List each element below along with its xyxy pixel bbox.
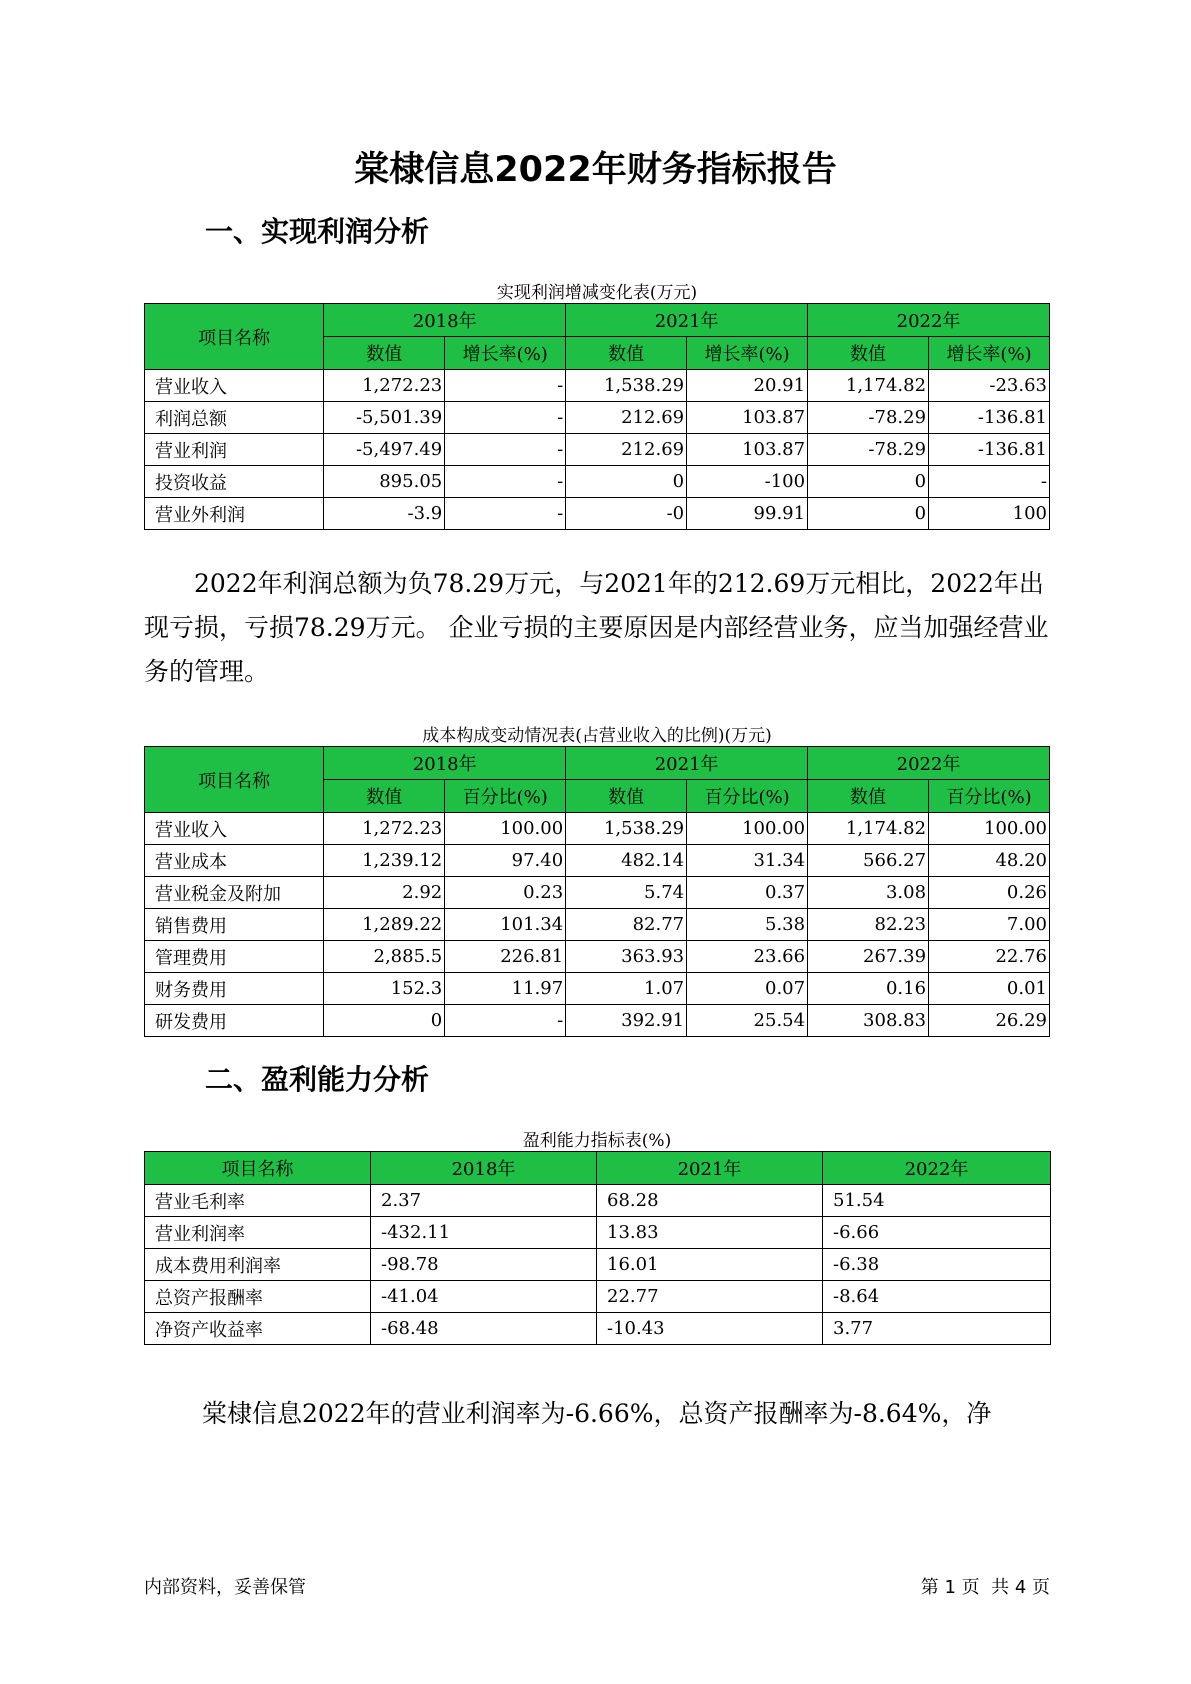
row-label: 营业税金及附加	[145, 877, 324, 909]
table-row	[145, 370, 1050, 402]
table-cell: -23.63	[929, 370, 1050, 402]
table-cell: 0	[566, 466, 687, 498]
table-cell: 212.69	[566, 434, 687, 466]
value-header: 数值	[808, 780, 929, 813]
table-cell: 226.81	[445, 941, 566, 973]
rate-header: 增长率(%)	[929, 337, 1050, 370]
table-cell: 363.93	[566, 941, 687, 973]
table-cell: -8.64	[823, 1281, 1051, 1313]
table-cell: -10.43	[597, 1313, 823, 1345]
year-header: 2018年	[371, 1152, 597, 1185]
table1-caption: 实现利润增减变化表(万元)	[496, 283, 698, 303]
year-header: 2021年	[566, 747, 808, 780]
table-cell: 97.40	[445, 845, 566, 877]
table-cell: 48.20	[929, 845, 1050, 877]
table-cell: 5.74	[566, 877, 687, 909]
row-label: 营业收入	[145, 813, 324, 845]
table-cell: 51.54	[823, 1185, 1051, 1217]
table-row	[145, 434, 1050, 466]
table-cell: 100.00	[929, 813, 1050, 845]
table-cell: 1,289.22	[324, 909, 445, 941]
name-header: 项目名称	[145, 304, 324, 370]
table-cell: 101.34	[445, 909, 566, 941]
table-cell: -	[445, 402, 566, 434]
table-cell: 0.01	[929, 973, 1050, 1005]
table-cell: 13.83	[597, 1217, 823, 1249]
table-cell: 0.07	[687, 973, 808, 1005]
table-cell: 16.01	[597, 1249, 823, 1281]
row-label: 研发费用	[145, 1005, 324, 1037]
table-row	[145, 466, 1050, 498]
table-cell: 2.92	[324, 877, 445, 909]
table-cell: 11.97	[445, 973, 566, 1005]
table-cell: -41.04	[371, 1281, 597, 1313]
table-cell: -	[445, 1005, 566, 1037]
table-cell: 566.27	[808, 845, 929, 877]
row-label: 营业收入	[145, 370, 324, 402]
table-cell: 0.23	[445, 877, 566, 909]
table-cell: -0	[566, 498, 687, 530]
year-header: 2022年	[823, 1152, 1051, 1185]
table-cell: 103.87	[687, 434, 808, 466]
table-cell: 1,272.23	[324, 813, 445, 845]
table-row	[145, 1005, 1050, 1037]
table-cell: -78.29	[808, 434, 929, 466]
table-cell: -136.81	[929, 402, 1050, 434]
table-cell: 0.26	[929, 877, 1050, 909]
table-cell: 2,885.5	[324, 941, 445, 973]
row-label: 营业成本	[145, 845, 324, 877]
table-cell: 267.39	[808, 941, 929, 973]
table-cell: 100	[929, 498, 1050, 530]
table-cell: 152.3	[324, 973, 445, 1005]
table-row	[145, 909, 1050, 941]
table-cell: 22.77	[597, 1281, 823, 1313]
table-cell: 1,272.23	[324, 370, 445, 402]
year-header: 2022年	[808, 747, 1050, 780]
row-label: 营业利润	[145, 434, 324, 466]
table-cell: -98.78	[371, 1249, 597, 1281]
table-cell: 103.87	[687, 402, 808, 434]
table-cell: -	[445, 466, 566, 498]
row-label: 投资收益	[145, 466, 324, 498]
table-cell: 482.14	[566, 845, 687, 877]
table-cell: 82.23	[808, 909, 929, 941]
table-cell: 25.54	[687, 1005, 808, 1037]
table-cell: -68.48	[371, 1313, 597, 1345]
table-row	[145, 1217, 1051, 1249]
percent-header: 百分比(%)	[445, 780, 566, 813]
table-cell: 22.76	[929, 941, 1050, 973]
profitability-table	[144, 1151, 1051, 1345]
table-cell: -136.81	[929, 434, 1050, 466]
year-header: 2021年	[566, 304, 808, 337]
year-header: 2018年	[324, 304, 566, 337]
table-cell: 895.05	[324, 466, 445, 498]
row-label: 销售费用	[145, 909, 324, 941]
value-header: 数值	[324, 337, 445, 370]
table-cell: 20.91	[687, 370, 808, 402]
table-row	[145, 813, 1050, 845]
table-cell: 100.00	[687, 813, 808, 845]
table-cell: 31.34	[687, 845, 808, 877]
rate-header: 增长率(%)	[687, 337, 808, 370]
percent-header: 百分比(%)	[687, 780, 808, 813]
table-cell: -432.11	[371, 1217, 597, 1249]
value-header: 数值	[566, 337, 687, 370]
page-title: 棠棣信息2022年财务指标报告	[354, 150, 837, 190]
table-row	[145, 973, 1050, 1005]
table-row	[145, 1249, 1051, 1281]
table-cell: 99.91	[687, 498, 808, 530]
row-label: 营业毛利率	[145, 1185, 371, 1217]
table-cell: 26.29	[929, 1005, 1050, 1037]
table-cell: 1,239.12	[324, 845, 445, 877]
value-header: 数值	[566, 780, 687, 813]
footer-page-number: 第 1 页 共 4 页	[920, 1577, 1050, 1598]
row-label: 营业外利润	[145, 498, 324, 530]
table-cell: 0.16	[808, 973, 929, 1005]
table3-caption: 盈利能力指标表(%)	[522, 1131, 672, 1151]
table-cell: 5.38	[687, 909, 808, 941]
table-cell: -	[445, 498, 566, 530]
table2-caption: 成本构成变动情况表(占营业收入的比例)(万元)	[422, 726, 772, 746]
section-heading-profitability: 二、盈利能力分析	[205, 1063, 430, 1096]
table-cell: 3.08	[808, 877, 929, 909]
row-label: 总资产报酬率	[145, 1281, 371, 1313]
profit-change-table	[144, 303, 1050, 530]
table-cell: 3.77	[823, 1313, 1051, 1345]
row-label: 利润总额	[145, 402, 324, 434]
table-cell: 1.07	[566, 973, 687, 1005]
table-cell: 0	[808, 498, 929, 530]
footer-confidential-note: 内部资料，妥善保管	[144, 1577, 306, 1598]
table-cell: 1,174.82	[808, 813, 929, 845]
table-row	[145, 1313, 1051, 1345]
table-row	[145, 402, 1050, 434]
row-label: 营业利润率	[145, 1217, 371, 1249]
table-cell: 392.91	[566, 1005, 687, 1037]
value-header: 数值	[808, 337, 929, 370]
table-cell: 1,538.29	[566, 370, 687, 402]
table-row	[145, 845, 1050, 877]
table-cell: -	[929, 466, 1050, 498]
table-cell: 82.77	[566, 909, 687, 941]
profitability-paragraph: 棠棣信息2022年的营业利润率为-6.66%，总资产报酬率为-8.64%，净	[202, 1399, 992, 1428]
table-cell: 212.69	[566, 402, 687, 434]
table-cell: -	[445, 370, 566, 402]
year-header: 2018年	[324, 747, 566, 780]
profit-analysis-paragraph: 2022年利润总额为负78.29万元，与2021年的212.69万元相比，2022年出现亏损，亏损78.29万元。 企业亏损的主要原因是内部经营业务，应当加强经营业务的管理。	[144, 569, 1049, 686]
table-cell: -6.38	[823, 1249, 1051, 1281]
row-label: 管理费用	[145, 941, 324, 973]
rate-header: 增长率(%)	[445, 337, 566, 370]
table-cell: -	[445, 434, 566, 466]
table-cell: -78.29	[808, 402, 929, 434]
value-header: 数值	[324, 780, 445, 813]
table-cell: -100	[687, 466, 808, 498]
table-row	[145, 498, 1050, 530]
table-cell: 2.37	[371, 1185, 597, 1217]
table-cell: 7.00	[929, 909, 1050, 941]
table-cell: -5,501.39	[324, 402, 445, 434]
table-row	[145, 1185, 1051, 1217]
table-row	[145, 877, 1050, 909]
table-cell: 0	[808, 466, 929, 498]
row-label: 净资产收益率	[145, 1313, 371, 1345]
table-cell: -6.66	[823, 1217, 1051, 1249]
name-header: 项目名称	[145, 1152, 371, 1185]
table-cell: 1,538.29	[566, 813, 687, 845]
year-header: 2021年	[597, 1152, 823, 1185]
table-cell: 1,174.82	[808, 370, 929, 402]
table-cell: 100.00	[445, 813, 566, 845]
table-cell: -5,497.49	[324, 434, 445, 466]
percent-header: 百分比(%)	[929, 780, 1050, 813]
section-heading-profit: 一、实现利润分析	[205, 215, 430, 248]
table-row	[145, 1281, 1051, 1313]
table-cell: 0	[324, 1005, 445, 1037]
name-header: 项目名称	[145, 747, 324, 813]
table-row	[145, 941, 1050, 973]
row-label: 财务费用	[145, 973, 324, 1005]
row-label: 成本费用利润率	[145, 1249, 371, 1281]
table-cell: -3.9	[324, 498, 445, 530]
table-cell: 23.66	[687, 941, 808, 973]
year-header: 2022年	[808, 304, 1050, 337]
table-cell: 308.83	[808, 1005, 929, 1037]
table-cell: 0.37	[687, 877, 808, 909]
cost-structure-table	[144, 746, 1050, 1037]
table-cell: 68.28	[597, 1185, 823, 1217]
